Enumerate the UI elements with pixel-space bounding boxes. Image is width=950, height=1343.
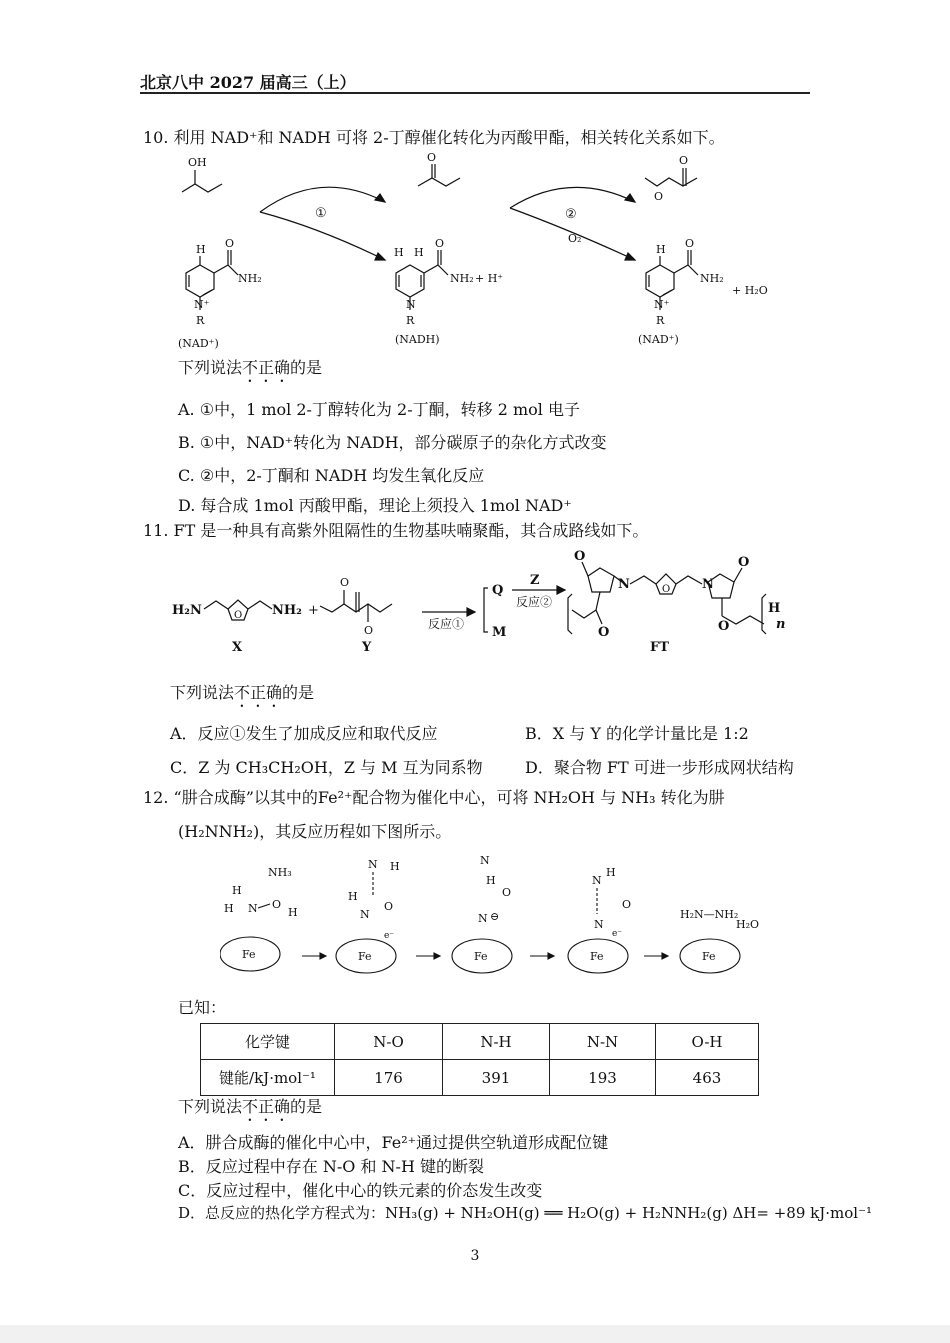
y-label: Y (362, 640, 372, 655)
nad2-label: (NAD⁺) (638, 333, 679, 346)
s3-n-top: N (480, 854, 490, 867)
s4-electron: e⁻ (612, 929, 623, 939)
q11-stem-text: FT 是一种具有高紫外阻隔性的生物基呋喃聚酯，其合成路线如下。 (173, 521, 649, 540)
nad-label: (NAD⁺) (178, 337, 219, 350)
bond-energy-table (200, 1023, 759, 1096)
q10-prompt-post: 的是 (290, 358, 323, 377)
s3-o: O (502, 886, 512, 899)
nadh-nh2-label: NH₂ (450, 272, 474, 285)
s1-h3: H (288, 906, 298, 919)
s4-fe: Fe (590, 950, 604, 963)
nadh-n-label: N (406, 298, 416, 311)
nadh-h2-label: H (414, 246, 424, 259)
ft-n-right: N (702, 577, 714, 592)
q12-option-b: B．反应过程中存在 N-O 和 N-H 键的断裂 (178, 1157, 484, 1176)
q12-stem-line2: (H₂NNH₂)，其反应历程如下图所示。 (178, 822, 452, 841)
ft-h-end: H (768, 601, 781, 616)
nad-plus-molecule (178, 237, 262, 350)
nad2-r-label: R (656, 314, 665, 327)
nadh-label: (NADH) (395, 333, 440, 346)
q10-number: 10. (143, 128, 169, 147)
s1-fe: Fe (242, 948, 256, 961)
s5-hydrazine: H₂N—NH₂ (680, 908, 739, 921)
y-o-1: O (340, 576, 350, 589)
ft-o-top-left: O (574, 549, 586, 564)
z-label: Z (530, 573, 540, 588)
stage3 (452, 854, 512, 973)
x-h2n-label: H₂N (172, 603, 202, 618)
ft-o-top-right: O (738, 555, 750, 570)
s4-n: N (594, 918, 604, 931)
stage1 (220, 866, 298, 971)
s2-n-top: N (368, 858, 378, 871)
plus-h-label: + H⁺ (475, 272, 504, 285)
table-cell: 463 (656, 1060, 759, 1096)
q12-number: 12. (143, 788, 169, 807)
x-molecule (172, 600, 302, 655)
nad-n-label: N⁺ (194, 298, 210, 311)
q12-prompt-post: 的是 (290, 1097, 323, 1116)
nad2-nh2-label: NH₂ (700, 272, 724, 285)
q11-prompt-pre: 下列说法 (170, 683, 235, 702)
table-row (201, 1024, 759, 1060)
m-label: M (492, 625, 507, 640)
q10-option-a: A. ①中，1 mol 2-丁醇转化为 2-丁酮，转移 2 mol 电子 (178, 400, 580, 419)
x-furan-o: O (234, 610, 243, 621)
reaction-arrow-2 (510, 187, 635, 260)
stage5 (680, 908, 759, 973)
q10-option-c: C. ②中，2-丁酮和 NADH 均发生氧化反应 (178, 466, 485, 485)
q11-prompt-emphasis: 不正确 (234, 683, 283, 702)
ft-furan-o: O (662, 584, 671, 595)
nad-nh2-label: NH₂ (238, 272, 262, 285)
s1-n: N (248, 902, 258, 915)
table-cell: 391 (443, 1060, 550, 1096)
s1-h2: H (224, 902, 234, 915)
q11-synthesis-diagram (170, 548, 810, 660)
q12-stem-text1: “肼合成酶”以其中的Fe²⁺配合物为催化中心，可将 NH₂OH 与 NH₃ 转化为肼 (173, 788, 725, 807)
nadh-r-label: R (406, 314, 415, 327)
s2-electron: e⁻ (384, 931, 395, 941)
q11-option-c: C．Z 为 CH₃CH₂OH，Z 与 M 互为同系物 (170, 758, 483, 777)
q-label: Q (492, 583, 504, 598)
o2-label: O₂ (568, 232, 582, 245)
s3-n: N (478, 912, 488, 925)
x-label: X (232, 640, 243, 655)
butanone-o-label: O (427, 151, 437, 164)
table-cell: 193 (550, 1060, 656, 1096)
q10-option-b: B. ①中，NAD⁺转化为 NADH，部分碳原子的杂化方式改变 (178, 433, 607, 452)
ft-n-left: N (618, 577, 630, 592)
reaction-arrow-1 (260, 187, 385, 260)
q12-stem-line1 (143, 788, 725, 808)
q11-number: 11. (143, 521, 169, 540)
s2-n: N (360, 908, 370, 921)
s5-fe: Fe (702, 950, 716, 963)
reaction1-arrow (422, 608, 475, 631)
ft-n-subscript: n (776, 617, 786, 632)
y-o-2: O (364, 624, 374, 637)
plus-h2o-label: + H₂O (732, 284, 768, 297)
stage2 (336, 858, 400, 973)
q11-option-d: D．聚合物 FT 可进一步形成网状结构 (525, 758, 794, 777)
s3-minus: ⊖ (490, 910, 500, 923)
s2-h-top: H (390, 860, 400, 873)
nad-r-label: R (196, 314, 205, 327)
s2-o: O (384, 900, 394, 913)
table-row (201, 1060, 759, 1096)
q10-prompt-emphasis: 不正确 (242, 358, 291, 377)
q10-prompt-pre: 下列说法 (178, 358, 243, 377)
page-header-title: 北京八中 2027 届高三（上） (140, 73, 356, 92)
nad2-n-label: N⁺ (654, 298, 670, 311)
table-header-cell: O-H (656, 1024, 759, 1060)
s3-h-top: H (486, 874, 496, 887)
ester-o-top: O (679, 154, 689, 167)
nadh-molecule (394, 237, 503, 346)
q12-prompt (178, 1097, 322, 1125)
table-header-cell: N-N (550, 1024, 656, 1060)
s2-h: H (348, 890, 358, 903)
s1-h1: H (232, 884, 242, 897)
page-number: 3 (470, 1248, 480, 1264)
q11-stem (143, 521, 648, 541)
q12-prompt-emphasis: 不正确 (242, 1097, 291, 1116)
ft-polymer (568, 549, 785, 655)
butanone-molecule (418, 151, 460, 186)
q10-option-d: D. 每合成 1mol 丙酸甲酯，理论上须投入 1mol NAD⁺ (178, 496, 572, 515)
s4-o: O (622, 898, 632, 911)
q12-option-d: D．总反应的热化学方程式为：NH₃(g) + NH₂OH(g) ══ H₂O(g) + H₂NNH₂(g) ΔH= +89 kJ·mol⁻¹ (178, 1204, 873, 1222)
s4-h-top: H (606, 866, 616, 879)
s1-nh3: NH₃ (268, 866, 292, 879)
table-header-cell: N-H (443, 1024, 550, 1060)
plus-sign: + (308, 603, 319, 618)
nadh-h1-label: H (394, 246, 404, 259)
ester-o-bridge: O (654, 190, 664, 203)
qm-bracket (484, 583, 506, 640)
table-cell: 键能/kJ·mol⁻¹ (201, 1060, 335, 1096)
q10-stem (143, 128, 725, 148)
butanol-molecule (182, 156, 222, 192)
ft-label: FT (650, 640, 669, 655)
step2-label: ② (565, 207, 577, 222)
table-header-cell: 化学键 (201, 1024, 335, 1060)
table-cell: 176 (335, 1060, 443, 1096)
s1-o: O (272, 898, 282, 911)
oh-label: OH (188, 156, 207, 169)
table-header-cell: N-O (335, 1024, 443, 1060)
nadh-o-label: O (435, 237, 445, 250)
q12-option-a: A．肼合成酶的催化中心中，Fe²⁺通过提供空轨道形成配位键 (178, 1133, 609, 1152)
q11-option-b: B．X 与 Y 的化学计量比是 1:2 (525, 724, 749, 743)
q12-mechanism-diagram (220, 848, 780, 988)
reaction2-label: 反应② (516, 595, 553, 609)
q11-prompt (170, 683, 314, 711)
q10-prompt (178, 358, 322, 386)
y-molecule (320, 576, 392, 655)
s4-n-top: N (592, 874, 602, 887)
step1-label: ① (315, 206, 327, 221)
q10-stem-text: 利用 NAD⁺和 NADH 可将 2-丁醇催化转化为丙酸甲酯，相关转化关系如下。 (173, 128, 725, 147)
s5-water: H₂O (736, 918, 760, 931)
q12-prompt-pre: 下列说法 (178, 1097, 243, 1116)
q11-option-a: A．反应①发生了加成反应和取代反应 (170, 724, 438, 743)
reaction2-arrow (512, 573, 565, 609)
s2-fe: Fe (358, 950, 372, 963)
q10-reaction-diagram (170, 150, 810, 355)
ft-o-bottom-left: O (598, 625, 610, 640)
q12-option-c: C．反应过程中，催化中心的铁元素的价态发生改变 (178, 1181, 543, 1200)
header-divider (140, 92, 810, 94)
bottom-bar (0, 1325, 950, 1343)
methyl-propanoate-molecule (645, 154, 697, 203)
q11-prompt-post: 的是 (282, 683, 315, 702)
nad2-o-label: O (685, 237, 695, 250)
x-nh2-label: NH₂ (272, 603, 302, 618)
nad-o-label: O (225, 237, 235, 250)
ft-o-bottom-right: O (718, 619, 730, 634)
nad-plus-product-molecule (638, 237, 768, 346)
q12-known-label: 已知： (178, 998, 227, 1017)
stage4 (568, 866, 631, 973)
reaction1-label: 反应① (428, 617, 465, 631)
nad2-h-label: H (656, 243, 666, 256)
s3-fe: Fe (474, 950, 488, 963)
nad-h-label: H (196, 243, 206, 256)
